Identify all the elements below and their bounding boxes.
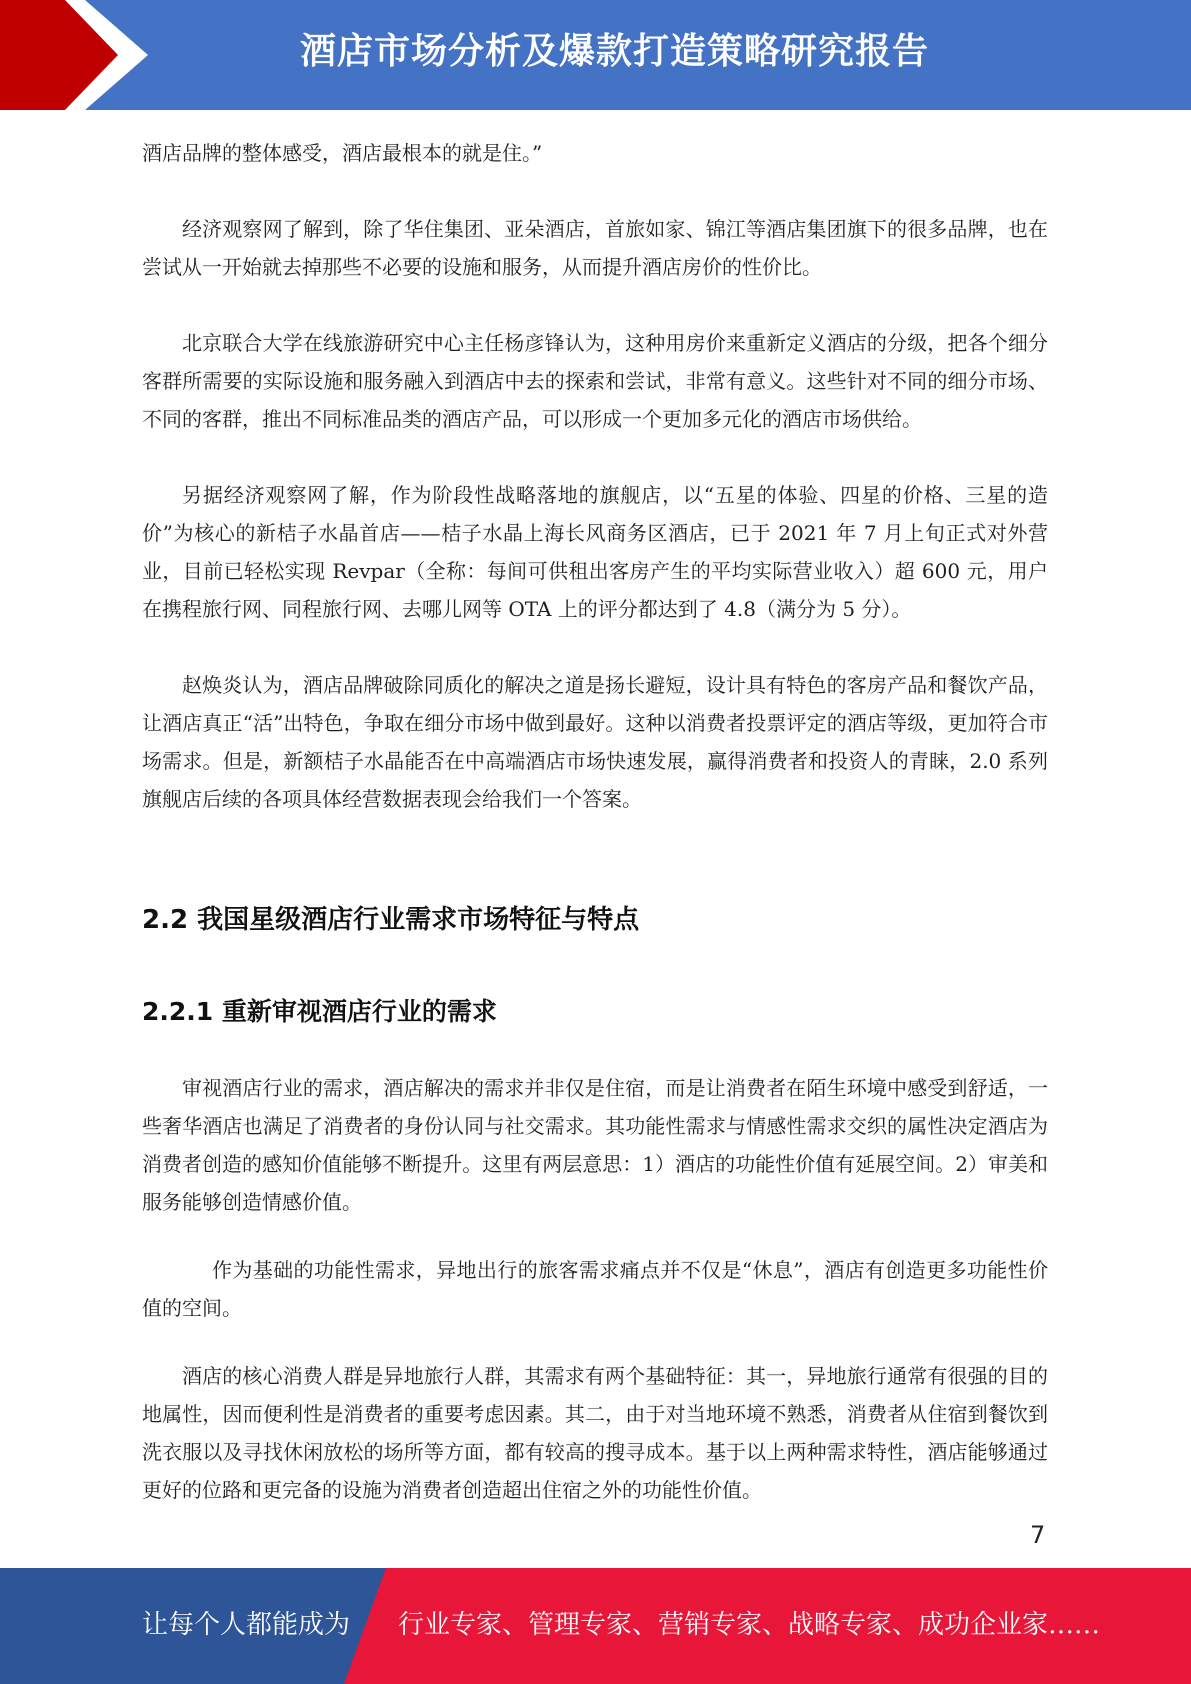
- paragraph: 审视酒店行业的需求，酒店解决的需求并非仅是住宿，而是让消费者在陌生环境中感受到舒适，一些奢华酒店也满足了消费者的身份认同与社交需求。其功能性需求与情感性需求交织的属性决定酒店为消费者创造的感知价值能够不断提升。这里有两层意思：1）酒店的功能性价值有延展空间。2）审美和服务能够创造情感价值。: [142, 1076, 1048, 1214]
- page-footer: [0, 1568, 1191, 1684]
- paragraph: 北京联合大学在线旅游研究中心主任杨彦锋认为，这种用房价来重新定义酒店的分级，把各个细分客群所需要的实际设施和服务融入到酒店中去的探索和尝试，非常有意义。这些针对不同的细分市场、不同的客群，推出不同标准品类的酒店产品，可以形成一个更加多元化的酒店市场供给。: [142, 331, 1048, 431]
- page-header: [0, 0, 1191, 110]
- paragraph: 经济观察网了解到，除了华住集团、亚朵酒店，首旅如家、锦江等酒店集团旗下的很多品牌，也在尝试从一开始就去掉那些不必要的设施和服务，从而提升酒店房价的性价比。: [142, 217, 1048, 279]
- subsection-heading: 2.2.1 重新审视酒店行业的需求: [142, 997, 497, 1026]
- subsection-content: [142, 1069, 1048, 1509]
- paragraph: 酒店的核心消费人群是异地旅行人群，其需求有两个基础特征：其一，异地旅行通常有很强的目的地属性，因而便利性是消费者的重要考虑因素。其二，由于对当地环境不熟悉，消费者从住宿到餐饮到洗衣服以及寻找休闲放松的场所等方面，都有较高的搜寻成本。基于以上两种需求特性，酒店能够通过更好的位路和更完备的设施为消费者创造超出住宿之外的功能性价值。: [142, 1364, 1048, 1502]
- main-content: [142, 134, 1048, 818]
- section-heading: 2.2 我国星级酒店行业需求市场特征与特点: [142, 905, 640, 935]
- paragraph: 另据经济观察网了解，作为阶段性战略落地的旗舰店，以“五星的体验、四星的价格、三星的造价”为核心的新桔子水晶首店——桔子水晶上海长风商务区酒店，已于 2021 年 7 月上旬正式对外营业，目前已轻松实现 Revpar（全称：每间可供租出客房产生的平均实际营业收入）超 600 元，用户在携程旅行网、同程旅行网、去哪儿网等 OTA 上的评分都达到了 4.8（满分为 5 分）。: [142, 483, 1048, 621]
- header-title: 酒店市场分析及爆款打造策略研究报告: [300, 31, 930, 72]
- paragraph: 赵焕炎认为，酒店品牌破除同质化的解决之道是扬长避短，设计具有特色的客房产品和餐饮产品，让酒店真正“活”出特色，争取在细分市场中做到最好。这种以消费者投票评定的酒店等级，更加符合市场需求。但是，新额桔子水晶能否在中高端酒店市场快速发展，赢得消费者和投资人的青睐，2.0 系列旗舰店后续的各项具体经营数据表现会给我们一个答案。: [142, 673, 1048, 811]
- footer-slogan-left: 让每个人都能成为: [142, 1610, 351, 1640]
- paragraph-continued: 酒店品牌的整体感受，酒店最根本的就是住。”: [142, 141, 543, 165]
- page-number: 7: [1030, 1521, 1046, 1549]
- footer-slogan-right: 行业专家、管理专家、营销专家、战略专家、成功企业家……: [398, 1610, 1101, 1640]
- paragraph: 作为基础的功能性需求，异地出行的旅客需求痛点并不仅是“休息”，酒店有创造更多功能性价值的空间。: [142, 1258, 1048, 1320]
